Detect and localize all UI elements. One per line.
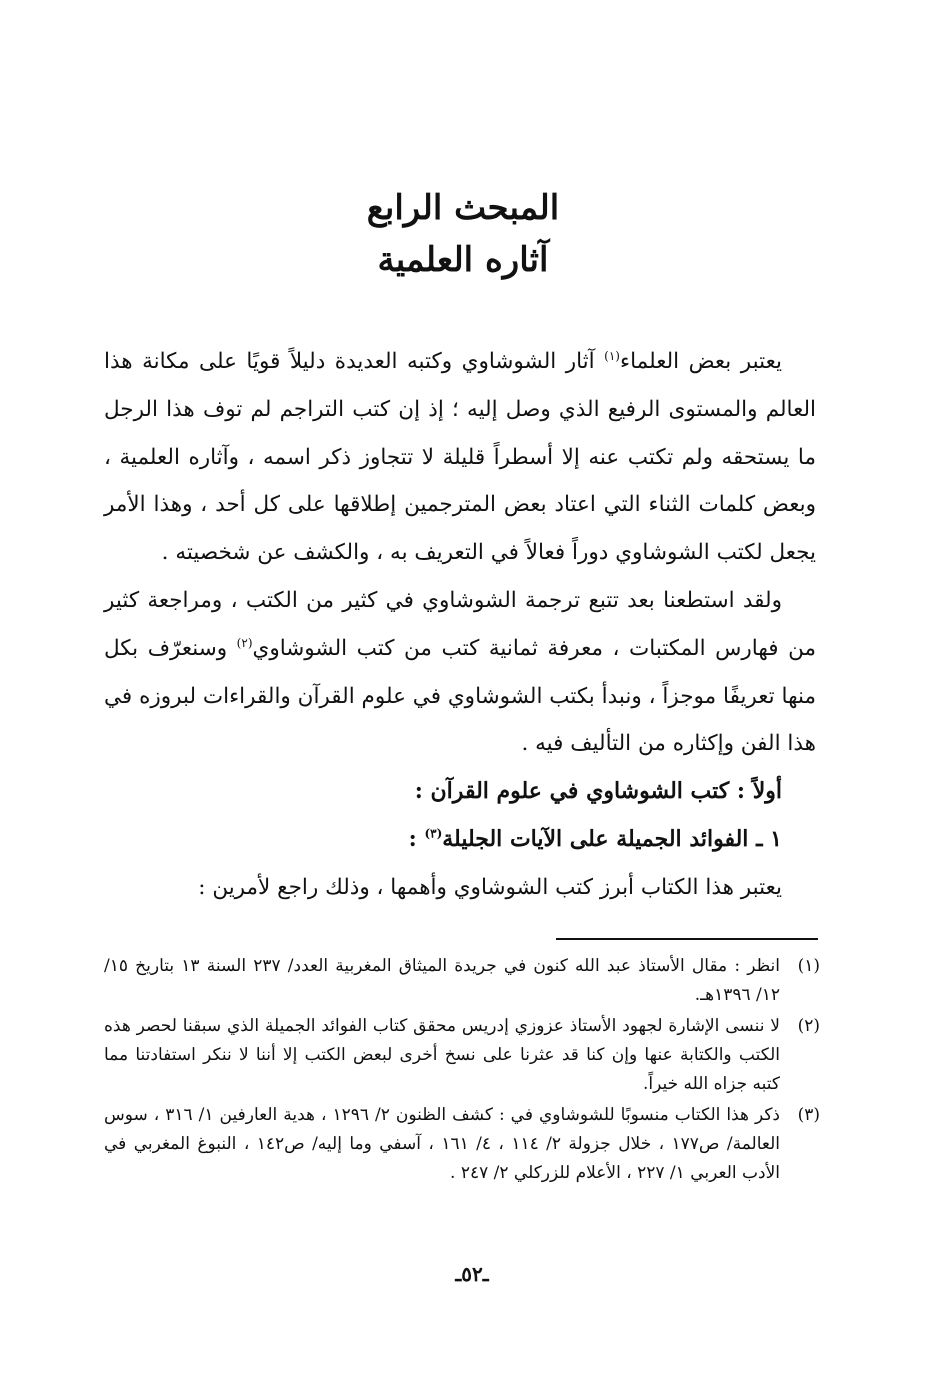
footnote-2-text: لا ننسى الإشارة لجهود الأستاذ عزوزي إدريس محقق كتاب الفوائد الجميلة الذي سبقنا لحصر هذه الكتب والكتابة عنها وإن كنا قد عثرنا على نسخ أخرى لبعض الكتب إلا أننا لا ننكر استفادتنا مما كتبه جزاه الله خيراً. xyxy=(104,1016,780,1094)
footnote-2-number: (٢) xyxy=(797,1016,820,1036)
paragraph-1-start: يعتبر بعض العلماء xyxy=(619,349,782,374)
footnote-2 xyxy=(104,1012,820,1099)
chapter-title: المبحث الرابع xyxy=(366,188,560,228)
footnote-1-text: انظر : مقال الأستاذ عبد الله كنون في جريدة الميثاق المغربية العدد/ ٢٣٧ السنة ١٣ بتاريخ ١٥/ ١٢/ ١٣٩٦هـ. xyxy=(104,956,780,1005)
paragraph-1 xyxy=(104,338,816,577)
paragraph-3: يعتبر هذا الكتاب أبرز كتب الشوشاوي وأهمها ، وذلك راجع لأمرين : xyxy=(198,874,782,900)
footnote-1-number: (١) xyxy=(797,956,820,976)
paragraph-2-rest: وسنعرّف بكل منها تعريفًا موجزاً ، ونبدأ بكتب الشوشاوي في علوم القرآن والقراءات لبروزه في هذا الفن وإكثاره من التأليف فيه . xyxy=(104,635,816,757)
footnotes xyxy=(104,952,820,1190)
item-heading-colon: : xyxy=(408,825,425,852)
paragraph-1-rest: آثار الشوشاوي وكتبه العديدة دليلاً قويًا على مكانة هذا العالم والمستوى الرفيع الذي وصل إليه ؛ إذ إن كتب التراجم لم توف هذا الرجل ما يستحقه ولم تكتب عنه إلا أسطراً قليلة لا تتجاوز ذكر اسمه ، وآثاره العلمية ، وبعض كلمات الثناء التي اعتاد بعض المترجمين إطلاقها على كل أحد ، وهذا الأمر يجعل لكتب الشوشاوي دوراً فعالاً في التعريف به ، والكشف عن شخصيته . xyxy=(104,349,816,566)
footnote-ref-3: (٣) xyxy=(424,826,443,841)
main-text xyxy=(104,338,816,912)
footnote-3 xyxy=(104,1101,820,1188)
chapter-subtitle: آثاره العلمية xyxy=(377,240,549,280)
page-number: ـ٥٢ـ xyxy=(455,1262,489,1286)
footnote-3-number: (٣) xyxy=(797,1105,820,1125)
item-heading-title: ١ ـ الفوائد الجميلة على الآيات الجليلة xyxy=(442,825,782,852)
section-heading: أولاً : كتب الشوشاوي في علوم القرآن : xyxy=(414,778,782,805)
footnote-ref-2: (٢) xyxy=(236,635,253,650)
footnote-separator xyxy=(556,938,818,940)
footnote-3-text: ذكر هذا الكتاب منسوبًا للشوشاوي في : كشف الظنون ٢/ ١٢٩٦ ، هدية العارفين ١/ ٣١٦ ، سوس العالمة/ ص١٧٧ ، خلال جزولة ٢/ ١١٤ ، ٤/ ١٦١ ، آسفي وما إليه/ ص١٤٢ ، النبوغ المغربي في الأدب العربي ١/ ٢٢٧ ، الأعلام للزركلي ٢/ ٢٤٧ . xyxy=(104,1105,781,1183)
paragraph-2 xyxy=(104,577,816,768)
footnote-1 xyxy=(104,952,820,1010)
footnote-ref-1: (١) xyxy=(604,348,620,363)
paragraph-2-start: ولقد استطعنا بعد تتبع ترجمة الشوشاوي في كثير من الكتب ، ومراجعة كثير من فهارس المكتبات ، معرفة ثمانية كتب من كتب الشوشاوي xyxy=(104,587,816,661)
item-heading xyxy=(104,816,816,864)
